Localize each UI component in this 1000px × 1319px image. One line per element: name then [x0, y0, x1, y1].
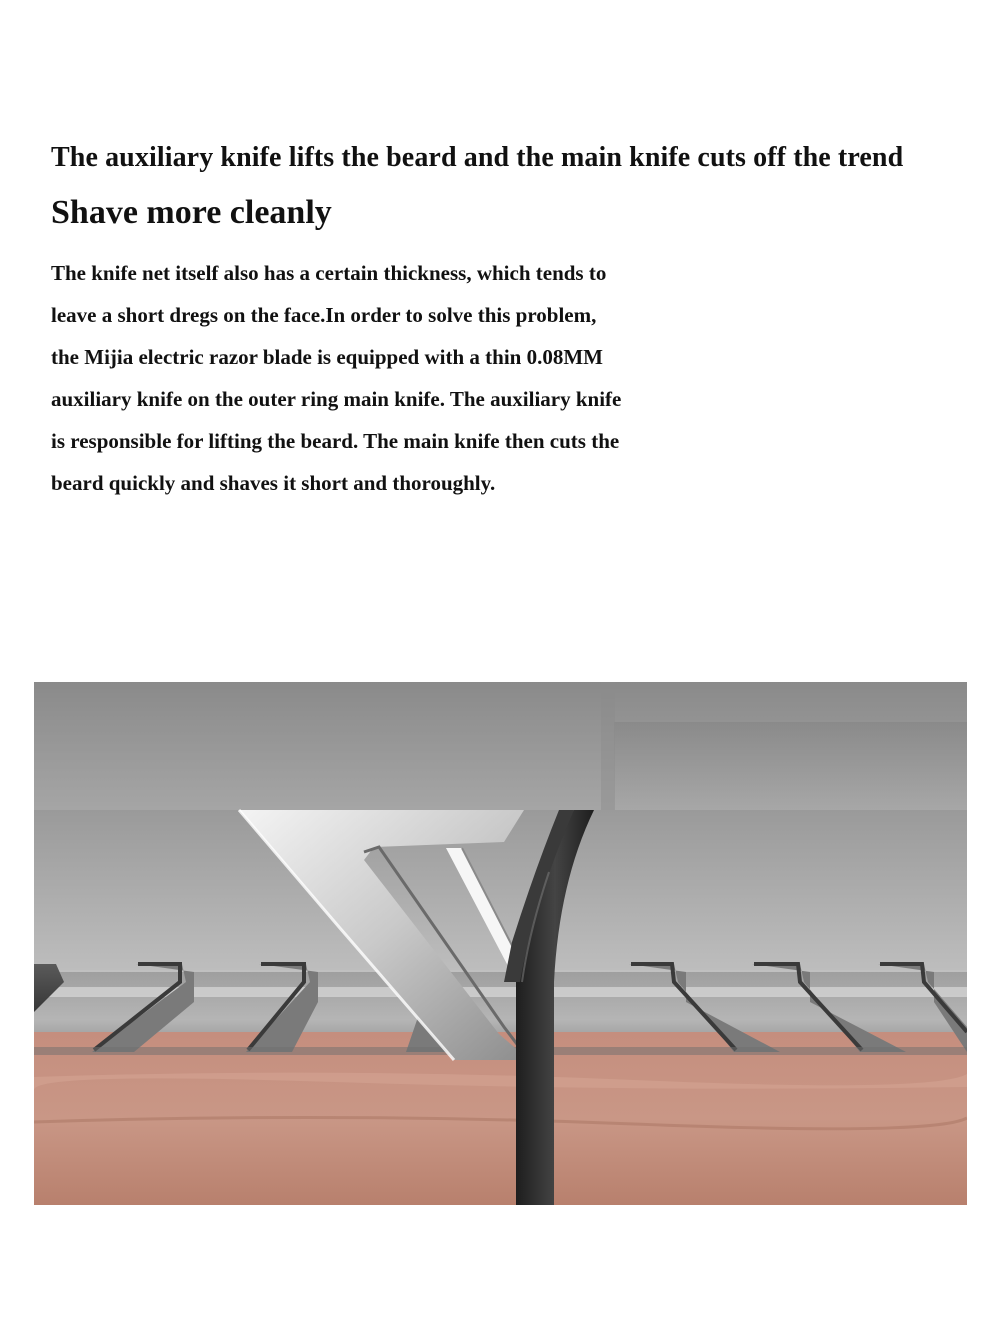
body-line: the Mijia electric razor blade is equipped with a thin 0.08MM: [51, 345, 603, 369]
body-line: The knife net itself also has a certain thickness, which tends to: [51, 261, 607, 285]
body-paragraph: [51, 252, 731, 504]
body-line: beard quickly and shaves it short and thoroughly.: [51, 471, 496, 495]
ceiling-divider: [601, 682, 615, 810]
body-line: auxiliary knife on the outer ring main knife. The auxiliary knife: [51, 387, 622, 411]
illustration-svg: [34, 682, 967, 1205]
body-line: leave a short dregs on the face.In order to solve this problem,: [51, 303, 597, 327]
subhead: Shave more cleanly: [51, 194, 332, 231]
body-line: is responsible for lifting the beard. The main knife then cuts the: [51, 429, 620, 453]
headline: The auxiliary knife lifts the beard and the main knife cuts off the trend: [51, 142, 904, 173]
razor-blade-cross-section-illustration: [34, 682, 967, 1205]
